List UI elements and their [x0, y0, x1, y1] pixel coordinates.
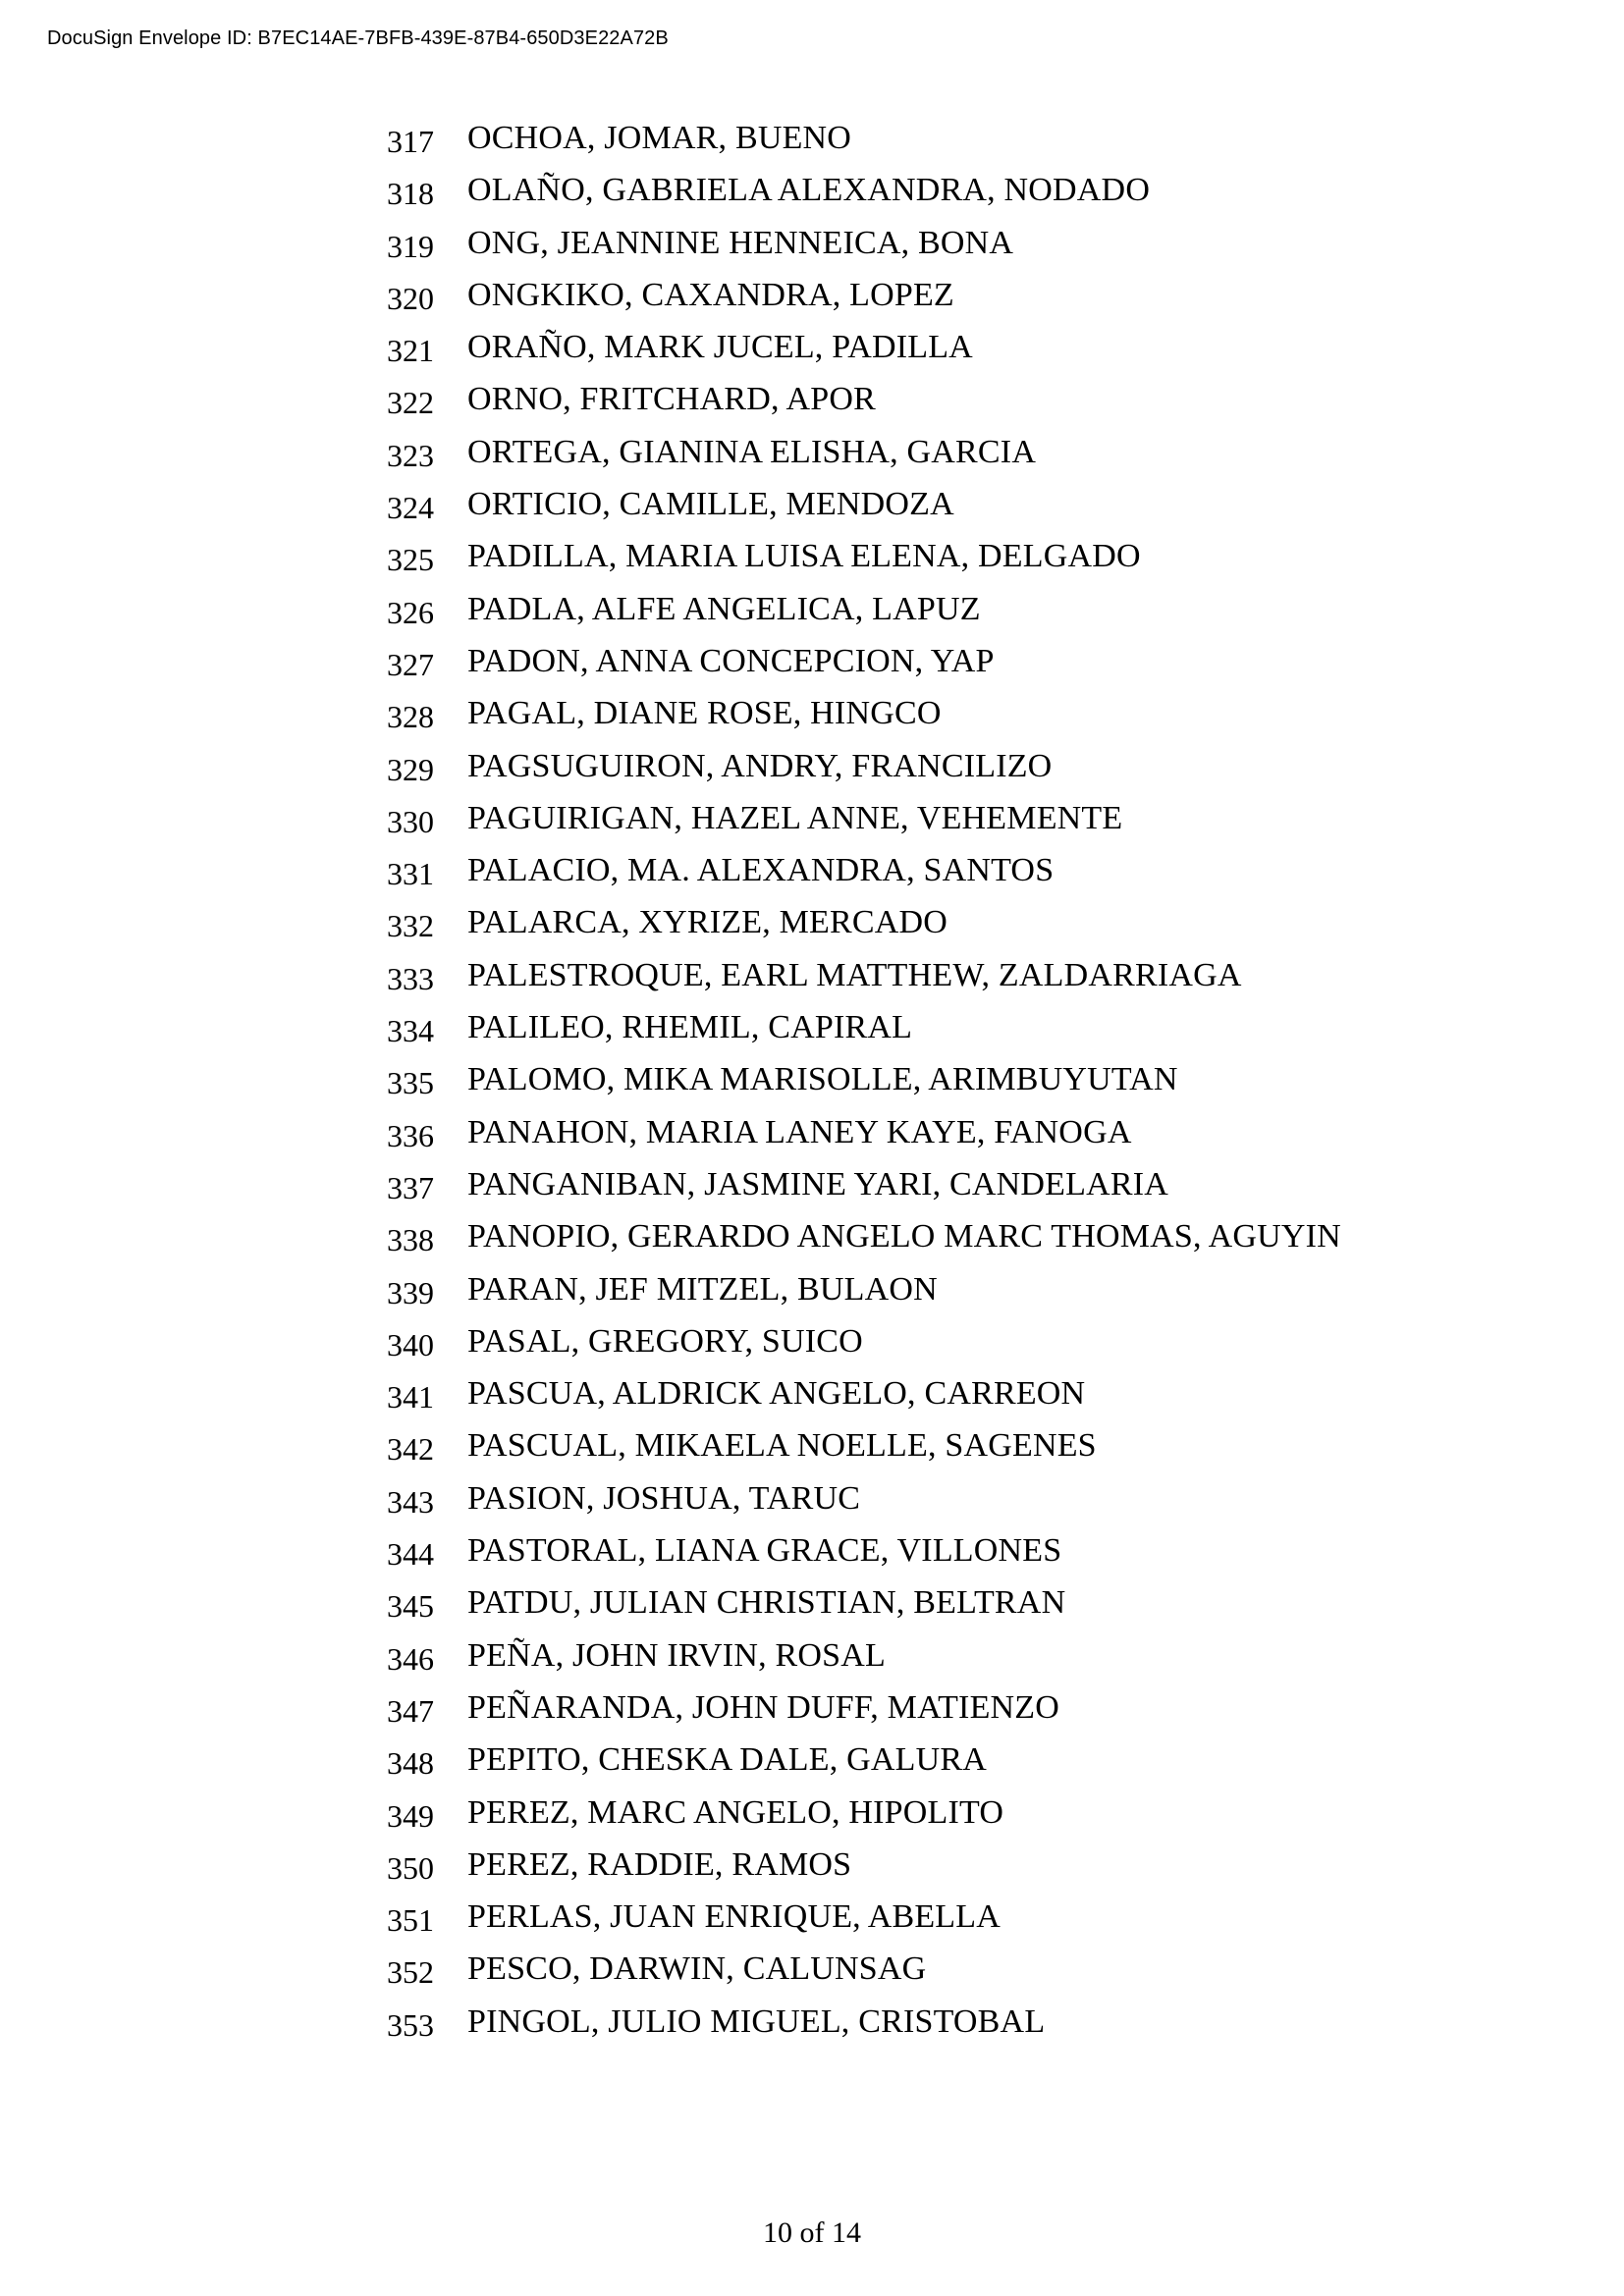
entry-number: 323: [387, 437, 434, 473]
list-item: [387, 486, 1341, 538]
entry-number: 331: [387, 856, 434, 892]
entry-name: PASION, JOSHUA, TARUC: [467, 1479, 861, 1517]
list-item: [387, 1009, 1341, 1061]
list-item: [387, 381, 1341, 433]
entry-number: 351: [387, 1902, 434, 1939]
entry-name: PEREZ, RADDIE, RAMOS: [467, 1845, 852, 1883]
entry-name: PALARCA, XYRIZE, MERCADO: [467, 904, 948, 941]
entry-name: PADILLA, MARIA LUISA ELENA, DELGADO: [467, 538, 1141, 575]
entry-name: PAGUIRIGAN, HAZEL ANNE, VEHEMENTE: [467, 799, 1123, 836]
entry-name: PANOPIO, GERARDO ANGELO MARC THOMAS, AGUYIN: [467, 1218, 1341, 1255]
list-item: [387, 1741, 1341, 1793]
entry-number: 348: [387, 1745, 434, 1782]
name-list: [387, 120, 1341, 2056]
entry-name: ONG, JEANNINE HENNEICA, BONA: [467, 224, 1014, 261]
entry-name: ORTEGA, GIANINA ELISHA, GARCIA: [467, 433, 1037, 470]
entry-name: PASTORAL, LIANA GRACE, VILLONES: [467, 1532, 1062, 1570]
list-item: [387, 434, 1341, 486]
entry-number: 339: [387, 1274, 434, 1310]
list-item: [387, 904, 1341, 956]
list-item: [387, 1375, 1341, 1427]
entry-number: 318: [387, 176, 434, 212]
entry-number: 322: [387, 385, 434, 421]
entry-name: PEÑA, JOHN IRVIN, ROSAL: [467, 1636, 886, 1674]
list-item: [387, 643, 1341, 695]
list-item: [387, 800, 1341, 852]
entry-name: ORTICIO, CAMILLE, MENDOZA: [467, 486, 954, 523]
entry-number: 326: [387, 594, 434, 630]
list-item: [387, 1950, 1341, 2002]
entry-name: PADLA, ALFE ANGELICA, LAPUZ: [467, 590, 981, 627]
entry-number: 338: [387, 1222, 434, 1258]
entry-number: 336: [387, 1117, 434, 1153]
list-item: [387, 1427, 1341, 1479]
list-item: [387, 277, 1341, 329]
entry-number: 349: [387, 1797, 434, 1834]
entry-number: 340: [387, 1326, 434, 1362]
entry-number: 333: [387, 960, 434, 996]
entry-number: 337: [387, 1169, 434, 1205]
entry-name: PASCUA, ALDRICK ANGELO, CARREON: [467, 1375, 1086, 1413]
entry-number: 329: [387, 751, 434, 787]
entry-name: PEÑARANDA, JOHN DUFF, MATIENZO: [467, 1688, 1060, 1726]
list-item: [387, 1584, 1341, 1636]
entry-name: PATDU, JULIAN CHRISTIAN, BELTRAN: [467, 1584, 1066, 1622]
list-item: [387, 2003, 1341, 2056]
entry-name: PEPITO, CHESKA DALE, GALURA: [467, 1741, 987, 1779]
list-item: [387, 1532, 1341, 1584]
entry-number: 345: [387, 1588, 434, 1625]
list-item: [387, 225, 1341, 277]
entry-number: 320: [387, 280, 434, 316]
list-item: [387, 695, 1341, 747]
entry-name: PASAL, GREGORY, SUICO: [467, 1322, 863, 1360]
entry-name: PINGOL, JULIO MIGUEL, CRISTOBAL: [467, 2002, 1046, 2040]
entry-number: 343: [387, 1483, 434, 1520]
entry-name: PALACIO, MA. ALEXANDRA, SANTOS: [467, 852, 1055, 889]
entry-number: 328: [387, 699, 434, 735]
entry-name: PADON, ANNA CONCEPCION, YAP: [467, 642, 995, 679]
entry-name: ORNO, FRITCHARD, APOR: [467, 381, 877, 418]
entry-name: PAGSUGUIRON, ANDRY, FRANCILIZO: [467, 747, 1053, 784]
entry-number: 319: [387, 228, 434, 264]
entry-name: ONGKIKO, CAXANDRA, LOPEZ: [467, 276, 954, 313]
entry-name: PASCUAL, MIKAELA NOELLE, SAGENES: [467, 1427, 1097, 1465]
entry-number: 346: [387, 1640, 434, 1677]
entry-name: OLAÑO, GABRIELA ALEXANDRA, NODADO: [467, 172, 1151, 209]
entry-name: PANAHON, MARIA LANEY KAYE, FANOGA: [467, 1113, 1132, 1150]
page-number: 10 of 14: [763, 2216, 861, 2249]
entry-number: 352: [387, 1954, 434, 1991]
entry-number: 317: [387, 124, 434, 159]
entry-number: 347: [387, 1692, 434, 1729]
entry-name: PAGAL, DIANE ROSE, HINGCO: [467, 695, 942, 732]
entry-name: PARAN, JEF MITZEL, BULAON: [467, 1270, 938, 1308]
entry-number: 332: [387, 908, 434, 944]
entry-number: 341: [387, 1379, 434, 1415]
list-item: [387, 1480, 1341, 1532]
entry-name: PALESTROQUE, EARL MATTHEW, ZALDARRIAGA: [467, 956, 1242, 993]
entry-name: PEREZ, MARC ANGELO, HIPOLITO: [467, 1793, 1004, 1831]
list-item: [387, 172, 1341, 224]
entry-name: PALILEO, RHEMIL, CAPIRAL: [467, 1009, 913, 1046]
list-item: [387, 1898, 1341, 1950]
entry-number: 344: [387, 1536, 434, 1573]
entry-name: OCHOA, JOMAR, BUENO: [467, 120, 852, 156]
list-item: [387, 957, 1341, 1009]
entry-number: 321: [387, 333, 434, 369]
entry-number: 334: [387, 1013, 434, 1049]
entry-name: PERLAS, JUAN ENRIQUE, ABELLA: [467, 1898, 1001, 1936]
entry-name: ORAÑO, MARK JUCEL, PADILLA: [467, 329, 973, 366]
list-item: [387, 329, 1341, 381]
entry-name: PANGANIBAN, JASMINE YARI, CANDELARIA: [467, 1165, 1168, 1202]
list-item: [387, 1218, 1341, 1270]
list-item: [387, 1114, 1341, 1166]
entry-number: 327: [387, 646, 434, 682]
list-item: [387, 1271, 1341, 1323]
entry-name: PESCO, DARWIN, CALUNSAG: [467, 1950, 927, 1988]
entry-number: 324: [387, 490, 434, 526]
entry-number: 353: [387, 2006, 434, 2043]
list-item: [387, 1166, 1341, 1218]
entry-number: 350: [387, 1849, 434, 1886]
list-item: [387, 852, 1341, 904]
entry-name: PALOMO, MIKA MARISOLLE, ARIMBUYUTAN: [467, 1061, 1178, 1098]
entry-number: 325: [387, 542, 434, 578]
list-item: [387, 120, 1341, 172]
entry-number: 342: [387, 1431, 434, 1468]
entry-number: 330: [387, 803, 434, 839]
list-item: [387, 1637, 1341, 1689]
list-item: [387, 538, 1341, 590]
docusign-envelope-id: DocuSign Envelope ID: B7EC14AE-7BFB-439E-87B4-650D3E22A72B: [47, 27, 669, 49]
entry-number: 335: [387, 1065, 434, 1101]
list-item: [387, 1323, 1341, 1375]
list-item: [387, 1061, 1341, 1113]
list-item: [387, 1689, 1341, 1741]
list-item: [387, 591, 1341, 643]
list-item: [387, 1846, 1341, 1898]
list-item: [387, 748, 1341, 800]
list-item: [387, 1794, 1341, 1846]
